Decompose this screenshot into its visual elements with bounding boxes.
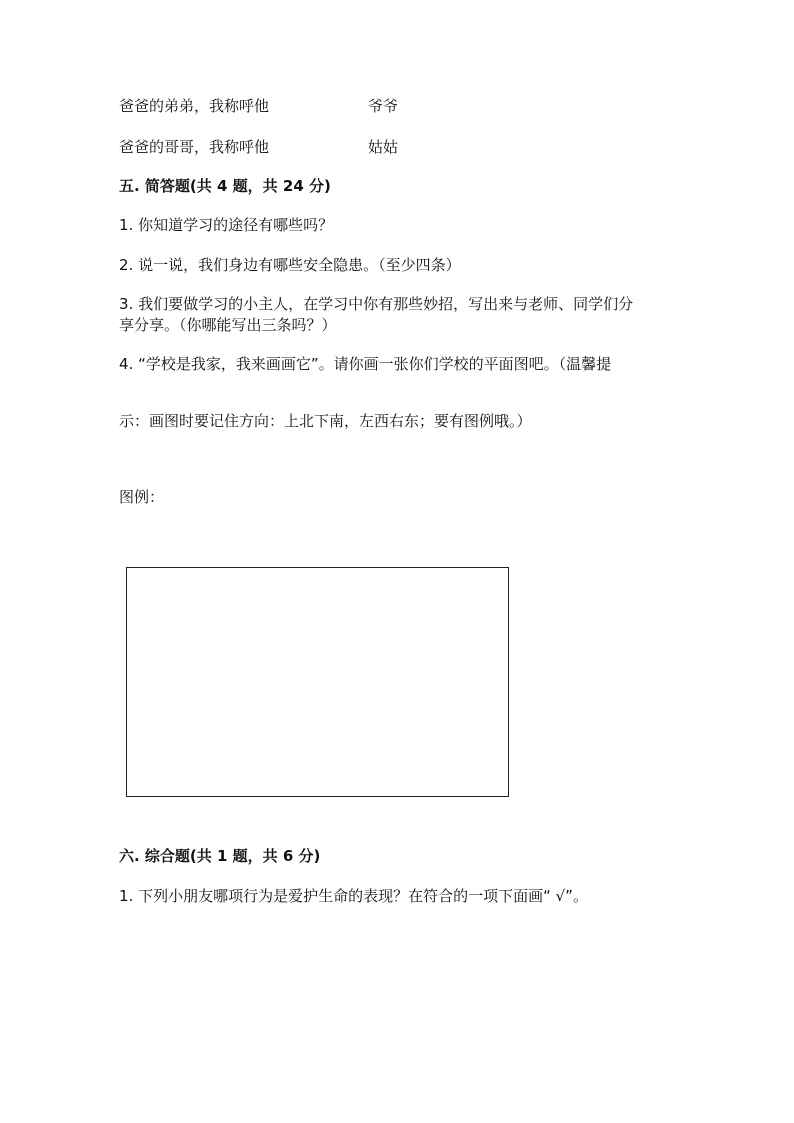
section-5-question-3-line-1: 3. 我们要做学习的小主人，在学习中你有那些妙招，写出来与老师、同学们分 bbox=[119, 295, 634, 313]
section-5-heading: 五. 简答题(共 4 题，共 24 分) bbox=[119, 177, 331, 195]
section-5-question-4-line-1: 4. “学校是我家，我来画画它”。请你画一张你们学校的平面图吧。（温馨提 bbox=[119, 355, 612, 373]
section-5-question-4-line-2: 示：画图时要记住方向：上北下南，左西右东；要有图例哦。） bbox=[119, 412, 532, 430]
match-row-1-left: 爸爸的弟弟，我称呼他 bbox=[119, 97, 270, 115]
match-row-2-left: 爸爸的哥哥，我称呼他 bbox=[119, 138, 270, 156]
school-map-drawing-box bbox=[126, 567, 509, 797]
section-5-question-1: 1. 你知道学习的途径有哪些吗？ bbox=[119, 216, 334, 234]
match-row-2-right: 姑姑 bbox=[368, 138, 399, 156]
section-5-question-2: 2. 说一说，我们身边有哪些安全隐患。（至少四条） bbox=[119, 256, 461, 274]
section-5-question-3-line-2: 享分享。（你哪能写出三条吗？） bbox=[119, 316, 337, 334]
legend-label: 图例： bbox=[119, 488, 165, 506]
section-6-question-1: 1. 下列小朋友哪项行为是爱护生命的表现？在符合的一项下面画“ √”。 bbox=[119, 887, 588, 905]
match-row-1-right: 爷爷 bbox=[368, 97, 399, 115]
section-6-heading: 六. 综合题(共 1 题，共 6 分) bbox=[119, 847, 321, 865]
